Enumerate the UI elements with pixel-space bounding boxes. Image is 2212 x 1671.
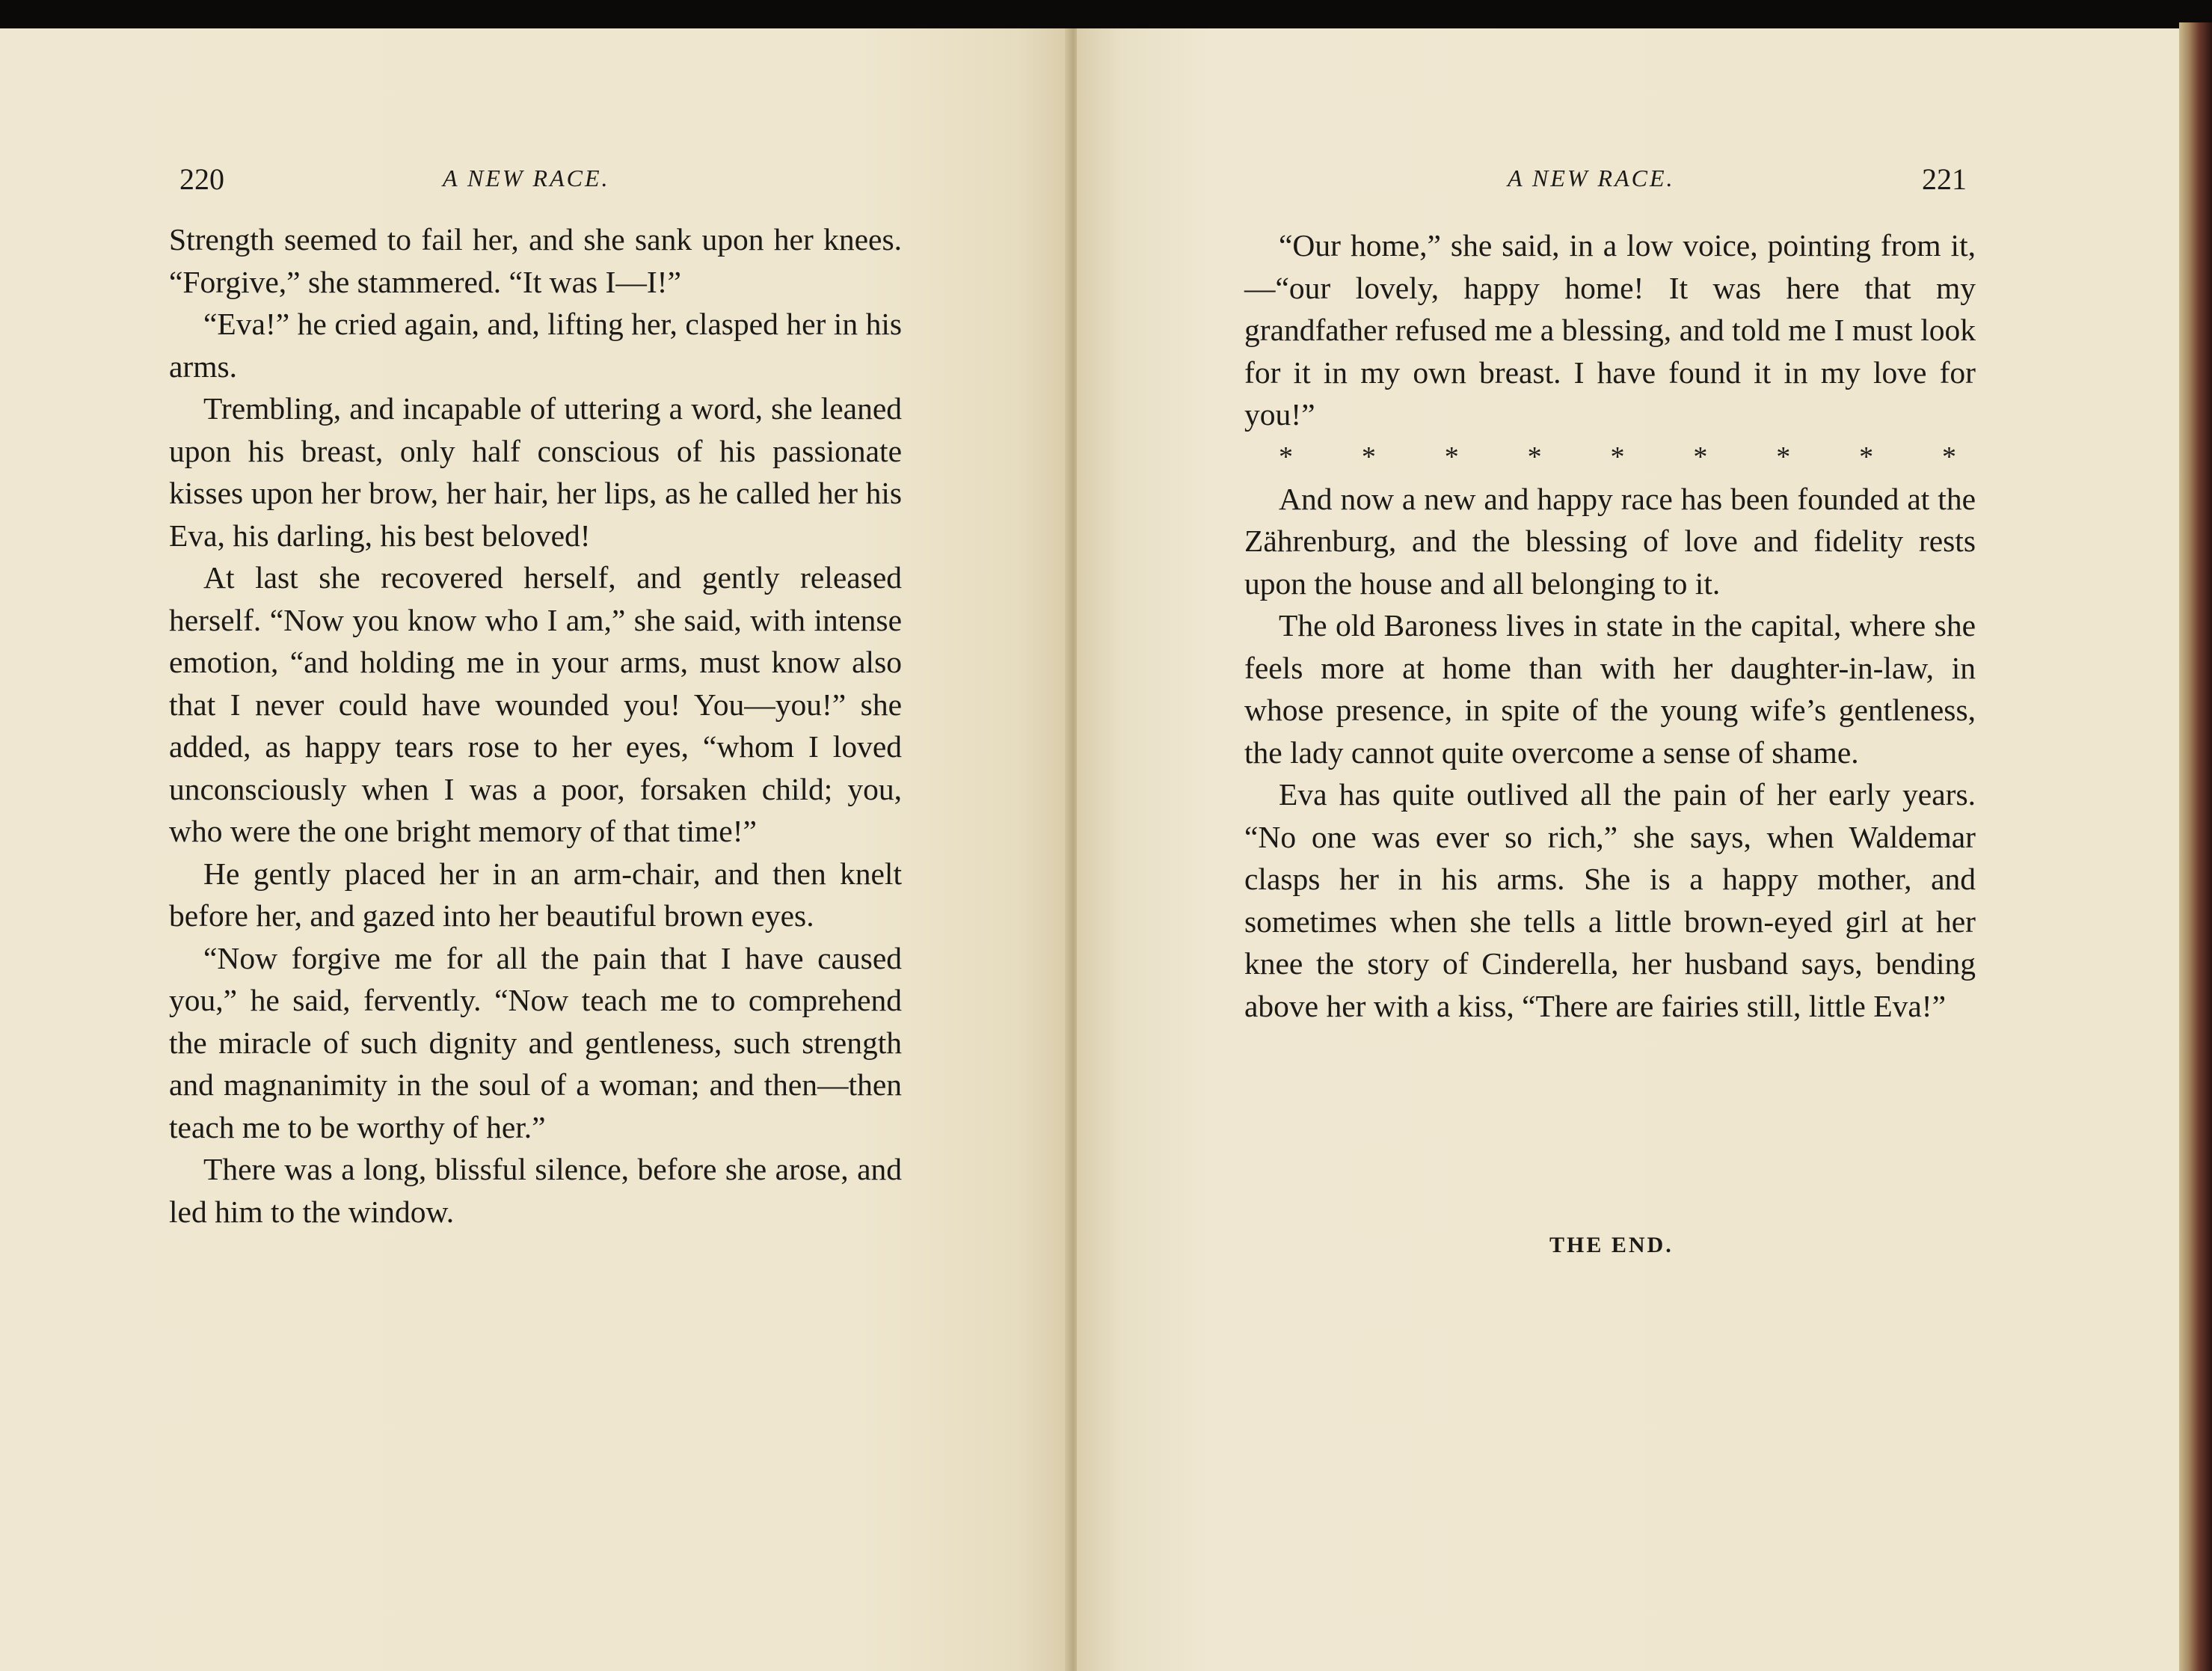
right-page-header: [1077, 162, 2184, 206]
section-break-star: *: [1859, 441, 1874, 473]
paragraph: Strength seemed to fail her, and she sank upon her knees. “Forgive,” she stammered. “It was I—I!”: [169, 222, 902, 299]
left-page: [0, 28, 1071, 1671]
left-running-title: A NEW RACE.: [443, 165, 610, 191]
paragraph: The old Baroness lives in state in the capital, where she feels more at home than with her daughter-in-law, in whose presence, in spite of the young wife’s gentleness, the lady cannot quite overcome a sense of shame.: [1244, 608, 1976, 770]
paragraph: Eva has quite outlived all the pain of her early years. “No one was ever so rich,” she says, when Waldemar clasps her in his arms. She is a happy mother, and sometimes when she tells a little brown-eyed girl at her knee the story of Cinderella, her husband says, bending above her with a kiss, “There are fairies still, little Eva!”: [1244, 777, 1976, 1023]
section-break-star: *: [1444, 441, 1459, 473]
right-page-text: [1244, 224, 1976, 1027]
paragraph: “Eva!” he cried again, and, lifting her, clasped her in his arms.: [169, 307, 902, 384]
book-cover-edge: [2179, 22, 2212, 1671]
section-break-star: *: [1361, 441, 1376, 473]
section-break-star: *: [1610, 441, 1625, 473]
paragraph: There was a long, blissful silence, before she arose, and led him to the window.: [169, 1152, 902, 1229]
paragraph: He gently placed her in an arm-chair, and then knelt before her, and gazed into her beautiful brown eyes.: [169, 856, 902, 933]
right-running-title: A NEW RACE.: [1508, 165, 1675, 191]
left-page-number: 220: [179, 162, 224, 196]
section-break-star: *: [1776, 441, 1791, 473]
section-break-star: *: [1279, 441, 1293, 473]
section-break-star: *: [1527, 441, 1542, 473]
the-end-label: THE END.: [1549, 1233, 1674, 1257]
section-break-star: *: [1942, 441, 1956, 473]
paragraph: And now a new and happy race has been founded at the Zährenburg, and the blessing of love and fidelity rests upon the house and all belonging to it.: [1244, 481, 1976, 601]
paragraph: At last she recovered herself, and gently released herself. “Now you know who I am,” she said, with intense emotion, “and holding me in your arms, must know also that I never could have wounded you! You—you!” she added, as happy tears rose to her eyes, “whom I loved unconsciously when I was a poor, forsaken child; you, who were the one bright memory of that time!”: [169, 560, 902, 848]
left-page-text: [169, 218, 902, 1233]
section-break-star: *: [1693, 441, 1708, 473]
section-break: [1244, 436, 1976, 478]
paragraph: Trembling, and incapable of uttering a word, she leaned upon his breast, only half conscious of his passionate kisses upon her brow, her hair, her lips, as he called her his Eva, his darling, his best beloved!: [169, 391, 902, 553]
paragraph: “Our home,” she said, in a low voice, pointing from it,—“our lovely, happy home! It was here that my grandfather refused me a blessing, and told me I must look for it in my own breast. I have found it in my love for you!”: [1244, 228, 1976, 432]
right-page: [1077, 28, 2184, 1671]
left-page-header: [0, 162, 1071, 206]
right-page-number: 221: [1922, 162, 1967, 196]
paragraph: “Now forgive me for all the pain that I have caused you,” he said, fervently. “Now teach me to comprehend the miracle of such dignity and gentleness, such strength and magnanimity in the soul of a woman; and then—then teach me to be worthy of her.”: [169, 940, 902, 1144]
